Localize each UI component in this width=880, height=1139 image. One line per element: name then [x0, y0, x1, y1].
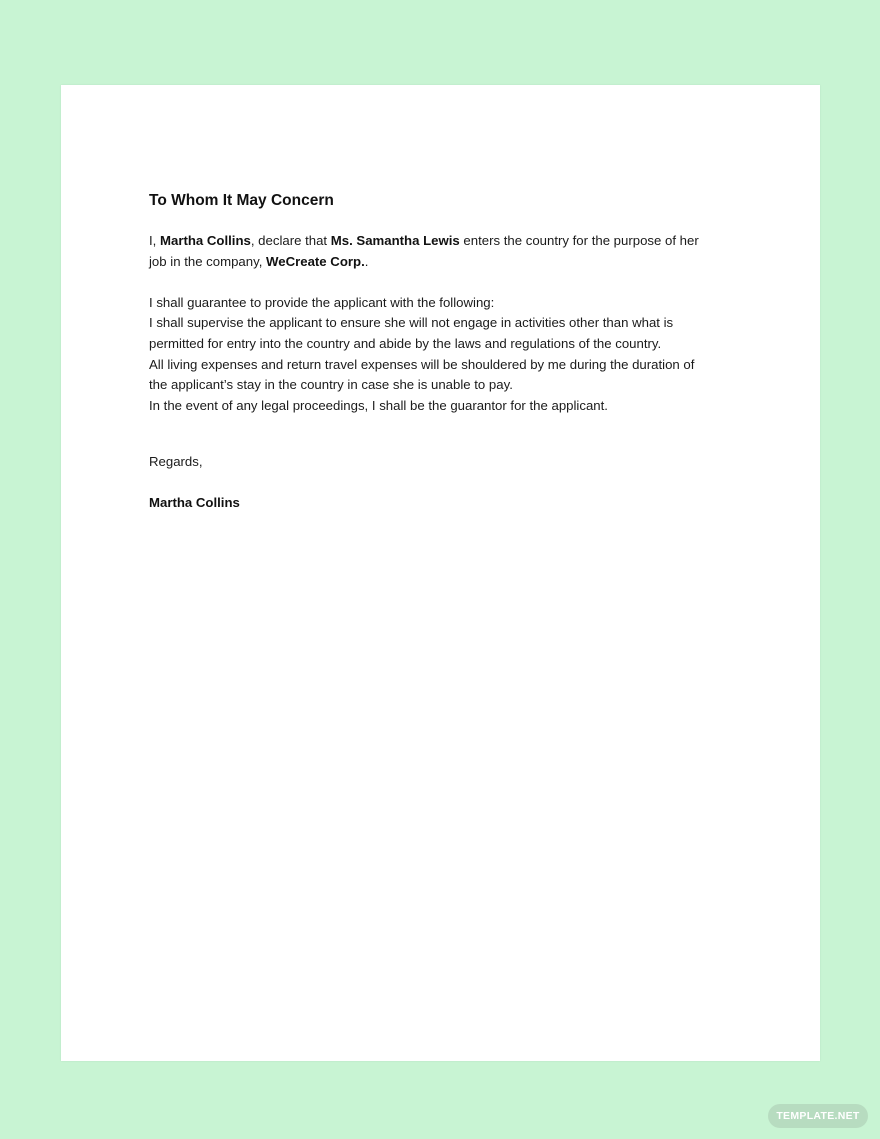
declarant-name: Martha Collins [160, 233, 251, 248]
signature-name: Martha Collins [149, 494, 240, 510]
declaration-paragraph [149, 231, 749, 272]
declaration-text: , declare that [250, 233, 331, 248]
declaration-line-2 [149, 252, 749, 273]
company-name: WeCreate Corp. [266, 253, 365, 269]
declaration-text: enters the country for the purpose of her [459, 233, 699, 248]
declaration-line-1 [149, 231, 749, 252]
guarantee-paragraph [149, 293, 749, 417]
declaration-text: job in the company, [149, 253, 267, 269]
body-line: permitted for entry into the country and abide by the laws and regulations of the country. [149, 335, 662, 351]
body-line: I shall supervise the applicant to ensure she will not engage in activities other than what is [149, 315, 674, 331]
body-line: the applicant’s stay in the country in case she is unable to pay. [149, 377, 513, 393]
watermark-badge: TEMPLATE.NET [768, 1104, 868, 1128]
body-line: All living expenses and return travel expenses will be shouldered by me during the duration of [149, 356, 695, 372]
body-line: In the event of any legal proceedings, I shall be the guarantor for the applicant. [149, 397, 608, 413]
letter-heading: To Whom It May Concern [149, 192, 334, 209]
applicant-name: Ms. Samantha Lewis [330, 233, 460, 248]
declaration-text: . [364, 253, 369, 269]
closing-text: Regards, [149, 454, 203, 470]
body-line: I shall guarantee to provide the applicant with the following: [149, 294, 495, 310]
letter-body [149, 191, 749, 514]
document-page [61, 85, 820, 1061]
declaration-text: I, [149, 233, 160, 248]
